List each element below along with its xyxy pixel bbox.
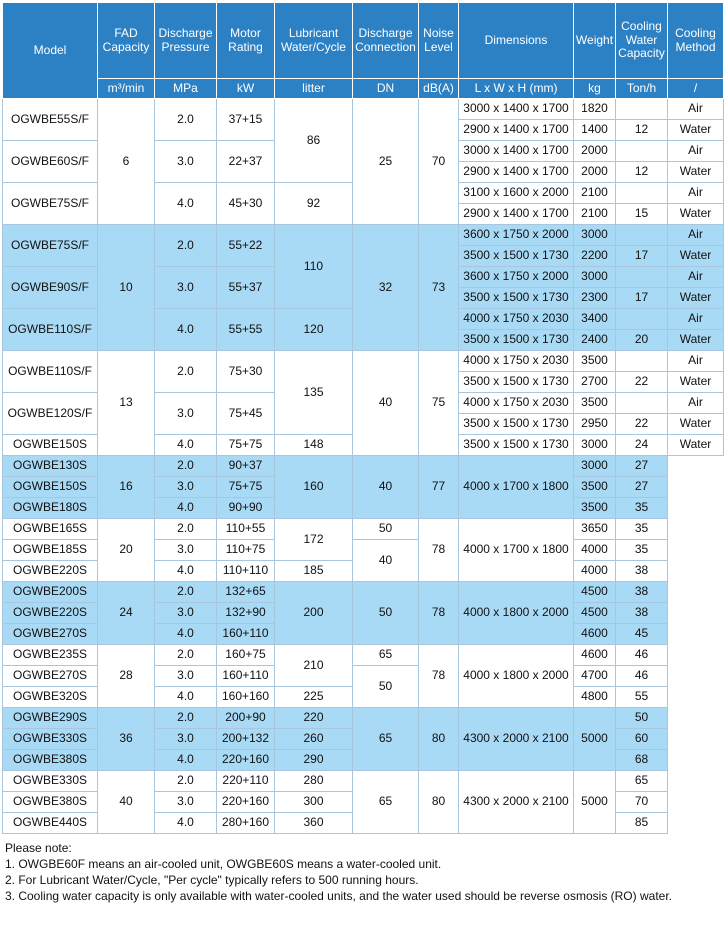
cell-method: Air — [668, 309, 724, 330]
cell-model: OGWBE75S/F — [3, 225, 98, 267]
cell-cap: 15 — [616, 204, 668, 225]
cell-cap: 50 — [616, 708, 668, 729]
cell-lubricant: 360 — [275, 813, 353, 834]
cell-model: OGWBE185S — [3, 540, 98, 561]
column-unit: litter — [275, 79, 353, 99]
cell-model: OGWBE220S — [3, 561, 98, 582]
cell-method: Water — [668, 204, 724, 225]
cell-motor: 160+75 — [217, 645, 275, 666]
cell-cap — [616, 225, 668, 246]
cell-method: Air — [668, 267, 724, 288]
cell-pressure: 3.0 — [155, 141, 217, 183]
cell-dimensions: 2900 x 1400 x 1700 — [459, 120, 574, 141]
cell-model: OGWBE55S/F — [3, 99, 98, 141]
cell-cap — [616, 183, 668, 204]
cell-cap: 45 — [616, 624, 668, 645]
cell-lubricant: 300 — [275, 792, 353, 813]
cell-method: Water — [668, 246, 724, 267]
cell-dimensions: 4000 x 1800 x 2000 — [459, 645, 574, 708]
table-row — [3, 708, 724, 729]
cell-lubricant: 220 — [275, 708, 353, 729]
cell-pressure: 2.0 — [155, 582, 217, 603]
cell-dimensions: 3000 x 1400 x 1700 — [459, 99, 574, 120]
cell-weight: 4500 — [574, 603, 616, 624]
cell-cap — [616, 309, 668, 330]
column-header: Discharge Pressure — [155, 3, 217, 79]
model-group — [3, 99, 724, 225]
table-row — [3, 99, 724, 120]
cell-model: OGWBE380S — [3, 792, 98, 813]
cell-connection: 25 — [353, 99, 419, 225]
cell-lubricant: 120 — [275, 309, 353, 351]
cell-model: OGWBE120S/F — [3, 393, 98, 435]
cell-fad: 10 — [98, 225, 155, 351]
cell-dimensions: 3600 x 1750 x 2000 — [459, 267, 574, 288]
cell-dimensions: 4000 x 1750 x 2030 — [459, 393, 574, 414]
cell-noise: 78 — [419, 519, 459, 582]
cell-dimensions: 4000 x 1750 x 2030 — [459, 309, 574, 330]
cell-motor: 200+132 — [217, 729, 275, 750]
cell-weight: 4800 — [574, 687, 616, 708]
model-group — [3, 351, 724, 456]
cell-noise: 78 — [419, 645, 459, 708]
cell-model: OGWBE110S/F — [3, 351, 98, 393]
note-3: 3. Cooling water capacity is only available with water-cooled units, and the water used should be reverse osmosis (RO) water. — [5, 889, 672, 903]
cell-method: Air — [668, 183, 724, 204]
cell-dimensions: 3600 x 1750 x 2000 — [459, 225, 574, 246]
cell-pressure: 3.0 — [155, 729, 217, 750]
cell-model: OGWBE330S — [3, 729, 98, 750]
cell-weight: 4700 — [574, 666, 616, 687]
cell-motor: 220+160 — [217, 792, 275, 813]
cell-model: OGWBE220S — [3, 603, 98, 624]
cell-dimensions: 3500 x 1500 x 1730 — [459, 372, 574, 393]
cell-model: OGWBE290S — [3, 708, 98, 729]
cell-connection: 40 — [353, 351, 419, 456]
cell-model: OGWBE110S/F — [3, 309, 98, 351]
cell-method: Water — [668, 372, 724, 393]
column-unit: L x W x H (mm) — [459, 79, 574, 99]
column-header: FAD Capacity — [98, 3, 155, 79]
cell-cap: 68 — [616, 750, 668, 771]
cell-lubricant: 260 — [275, 729, 353, 750]
cell-dimensions: 4300 x 2000 x 2100 — [459, 771, 574, 834]
cell-weight: 2000 — [574, 141, 616, 162]
cell-dimensions: 3500 x 1500 x 1730 — [459, 288, 574, 309]
cell-motor: 55+22 — [217, 225, 275, 267]
cell-dimensions: 4000 x 1700 x 1800 — [459, 519, 574, 582]
model-group — [3, 708, 724, 771]
cell-cap: 55 — [616, 687, 668, 708]
cell-cap: 35 — [616, 498, 668, 519]
cell-method: Water — [668, 288, 724, 309]
cell-lubricant: 172 — [275, 519, 353, 561]
cell-noise: 80 — [419, 708, 459, 771]
cell-pressure: 3.0 — [155, 540, 217, 561]
cell-weight: 3000 — [574, 267, 616, 288]
cell-weight: 3500 — [574, 498, 616, 519]
column-header: Dimensions — [459, 3, 574, 79]
cell-motor: 55+55 — [217, 309, 275, 351]
cell-weight: 4600 — [574, 624, 616, 645]
cell-dimensions: 3500 x 1500 x 1730 — [459, 330, 574, 351]
cell-weight: 2300 — [574, 288, 616, 309]
cell-pressure: 4.0 — [155, 687, 217, 708]
notes-heading: Please note: — [5, 841, 72, 855]
cell-lubricant: 148 — [275, 435, 353, 456]
cell-motor: 22+37 — [217, 141, 275, 183]
cell-motor: 110+110 — [217, 561, 275, 582]
cell-dimensions: 4300 x 2000 x 2100 — [459, 708, 574, 771]
cell-model: OGWBE150S — [3, 435, 98, 456]
column-header: Weight — [574, 3, 616, 79]
table-row — [3, 771, 724, 792]
cell-fad: 16 — [98, 456, 155, 519]
column-header: Motor Rating — [217, 3, 275, 79]
cell-model: OGWBE75S/F — [3, 183, 98, 225]
cell-motor: 90+90 — [217, 498, 275, 519]
cell-motor: 160+110 — [217, 624, 275, 645]
cell-cap: 38 — [616, 603, 668, 624]
cell-motor: 110+75 — [217, 540, 275, 561]
cell-connection: 50 — [353, 519, 419, 540]
cell-fad: 20 — [98, 519, 155, 582]
cell-cap: 60 — [616, 729, 668, 750]
cell-weight: 5000 — [574, 708, 616, 771]
cell-model: OGWBE90S/F — [3, 267, 98, 309]
cell-lubricant: 110 — [275, 225, 353, 309]
cell-pressure: 2.0 — [155, 351, 217, 393]
cell-lubricant: 92 — [275, 183, 353, 225]
column-unit: / — [668, 79, 724, 99]
cell-model: OGWBE165S — [3, 519, 98, 540]
cell-cap — [616, 351, 668, 372]
cell-weight: 3000 — [574, 435, 616, 456]
table-row — [3, 456, 724, 477]
cell-cap: 35 — [616, 519, 668, 540]
column-unit: dB(A) — [419, 79, 459, 99]
cell-method: Air — [668, 351, 724, 372]
cell-dimensions: 4000 x 1800 x 2000 — [459, 582, 574, 645]
cell-cap — [616, 99, 668, 120]
cell-lubricant: 210 — [275, 645, 353, 687]
cell-weight: 2400 — [574, 330, 616, 351]
cell-connection: 32 — [353, 225, 419, 351]
cell-motor: 37+15 — [217, 99, 275, 141]
column-header: Lubricant Water/Cycle — [275, 3, 353, 79]
cell-lubricant: 225 — [275, 687, 353, 708]
column-unit: Ton/h — [616, 79, 668, 99]
cell-pressure: 3.0 — [155, 666, 217, 687]
cell-cap: 27 — [616, 477, 668, 498]
column-unit: kW — [217, 79, 275, 99]
cell-motor: 220+160 — [217, 750, 275, 771]
cell-model: OGWBE380S — [3, 750, 98, 771]
cell-dimensions: 3100 x 1600 x 2000 — [459, 183, 574, 204]
cell-model: OGWBE330S — [3, 771, 98, 792]
notes — [2, 840, 723, 904]
cell-fad: 36 — [98, 708, 155, 771]
model-group — [3, 771, 724, 834]
spec-sheet — [2, 2, 723, 904]
cell-connection: 40 — [353, 540, 419, 582]
cell-weight: 4600 — [574, 645, 616, 666]
cell-model: OGWBE270S — [3, 624, 98, 645]
cell-noise: 73 — [419, 225, 459, 351]
table-row — [3, 519, 724, 540]
cell-cap: 24 — [616, 435, 668, 456]
cell-motor: 90+37 — [217, 456, 275, 477]
cell-connection: 65 — [353, 771, 419, 834]
cell-model: OGWBE180S — [3, 498, 98, 519]
cell-weight: 5000 — [574, 771, 616, 834]
cell-lubricant: 185 — [275, 561, 353, 582]
cell-method: Water — [668, 162, 724, 183]
cell-motor: 75+75 — [217, 435, 275, 456]
cell-weight: 2700 — [574, 372, 616, 393]
cell-motor: 75+75 — [217, 477, 275, 498]
model-group — [3, 225, 724, 351]
cell-motor: 110+55 — [217, 519, 275, 540]
cell-cap: 17 — [616, 246, 668, 267]
column-header: Noise Level — [419, 3, 459, 79]
column-header: Cooling Method — [668, 3, 724, 79]
cell-connection: 50 — [353, 582, 419, 645]
cell-cap: 65 — [616, 771, 668, 792]
spec-table — [2, 2, 724, 834]
cell-model: OGWBE320S — [3, 687, 98, 708]
cell-dimensions: 3000 x 1400 x 1700 — [459, 141, 574, 162]
cell-connection: 65 — [353, 708, 419, 771]
cell-weight: 3500 — [574, 477, 616, 498]
cell-method: Water — [668, 120, 724, 141]
cell-model: OGWBE60S/F — [3, 141, 98, 183]
cell-pressure: 4.0 — [155, 750, 217, 771]
cell-model: OGWBE235S — [3, 645, 98, 666]
cell-model: OGWBE270S — [3, 666, 98, 687]
cell-cap: 22 — [616, 372, 668, 393]
cell-lubricant: 86 — [275, 99, 353, 183]
cell-weight: 3000 — [574, 225, 616, 246]
cell-cap — [616, 141, 668, 162]
cell-pressure: 2.0 — [155, 456, 217, 477]
cell-fad: 40 — [98, 771, 155, 834]
cell-cap — [616, 393, 668, 414]
cell-dimensions: 2900 x 1400 x 1700 — [459, 204, 574, 225]
cell-cap: 35 — [616, 540, 668, 561]
cell-pressure: 4.0 — [155, 435, 217, 456]
cell-motor: 55+37 — [217, 267, 275, 309]
cell-motor: 132+65 — [217, 582, 275, 603]
cell-method: Air — [668, 99, 724, 120]
cell-weight: 4000 — [574, 561, 616, 582]
cell-lubricant: 290 — [275, 750, 353, 771]
cell-motor: 280+160 — [217, 813, 275, 834]
cell-cap: 22 — [616, 414, 668, 435]
cell-noise: 78 — [419, 582, 459, 645]
cell-weight: 1820 — [574, 99, 616, 120]
cell-cap: 85 — [616, 813, 668, 834]
cell-motor: 160+160 — [217, 687, 275, 708]
model-group — [3, 582, 724, 645]
cell-motor: 75+30 — [217, 351, 275, 393]
cell-cap — [616, 267, 668, 288]
cell-pressure: 2.0 — [155, 645, 217, 666]
cell-lubricant: 200 — [275, 582, 353, 645]
cell-pressure: 2.0 — [155, 519, 217, 540]
column-unit: MPa — [155, 79, 217, 99]
cell-weight: 4000 — [574, 540, 616, 561]
model-group — [3, 645, 724, 708]
cell-pressure: 4.0 — [155, 624, 217, 645]
cell-lubricant: 160 — [275, 456, 353, 519]
cell-cap: 38 — [616, 561, 668, 582]
cell-pressure: 3.0 — [155, 393, 217, 435]
cell-cap: 70 — [616, 792, 668, 813]
cell-dimensions: 3500 x 1500 x 1730 — [459, 414, 574, 435]
cell-pressure: 2.0 — [155, 708, 217, 729]
cell-cap: 17 — [616, 288, 668, 309]
model-group — [3, 456, 724, 519]
cell-dimensions: 2900 x 1400 x 1700 — [459, 162, 574, 183]
cell-pressure: 4.0 — [155, 561, 217, 582]
cell-noise: 70 — [419, 99, 459, 225]
column-unit: kg — [574, 79, 616, 99]
cell-method: Water — [668, 435, 724, 456]
cell-dimensions: 4000 x 1700 x 1800 — [459, 456, 574, 519]
cell-pressure: 2.0 — [155, 771, 217, 792]
table-row — [3, 645, 724, 666]
note-1: 1. OWGBE60F means an air-cooled unit, OWGBE60S means a water-cooled unit. — [5, 857, 442, 871]
cell-model: OGWBE130S — [3, 456, 98, 477]
cell-noise: 75 — [419, 351, 459, 456]
cell-connection: 50 — [353, 666, 419, 708]
cell-weight: 3000 — [574, 456, 616, 477]
cell-method: Water — [668, 330, 724, 351]
cell-method: Air — [668, 393, 724, 414]
table-row — [3, 225, 724, 246]
cell-pressure: 4.0 — [155, 813, 217, 834]
cell-weight: 1400 — [574, 120, 616, 141]
cell-method: Air — [668, 141, 724, 162]
cell-motor: 220+110 — [217, 771, 275, 792]
cell-weight: 4500 — [574, 582, 616, 603]
cell-pressure: 3.0 — [155, 792, 217, 813]
cell-motor: 45+30 — [217, 183, 275, 225]
cell-weight: 2950 — [574, 414, 616, 435]
cell-pressure: 2.0 — [155, 225, 217, 267]
column-header: Model — [3, 3, 98, 99]
column-unit: DN — [353, 79, 419, 99]
table-row — [3, 582, 724, 603]
cell-cap: 20 — [616, 330, 668, 351]
cell-motor: 200+90 — [217, 708, 275, 729]
cell-cap: 27 — [616, 456, 668, 477]
cell-model: OGWBE150S — [3, 477, 98, 498]
cell-weight: 2000 — [574, 162, 616, 183]
cell-model: OGWBE440S — [3, 813, 98, 834]
cell-dimensions: 3500 x 1500 x 1730 — [459, 246, 574, 267]
column-unit: m³/min — [98, 79, 155, 99]
cell-pressure: 2.0 — [155, 99, 217, 141]
cell-connection: 40 — [353, 456, 419, 519]
cell-pressure: 4.0 — [155, 498, 217, 519]
cell-weight: 2100 — [574, 204, 616, 225]
cell-model: OGWBE200S — [3, 582, 98, 603]
cell-pressure: 4.0 — [155, 183, 217, 225]
cell-weight: 3650 — [574, 519, 616, 540]
cell-lubricant: 135 — [275, 351, 353, 435]
cell-weight: 3400 — [574, 309, 616, 330]
cell-cap: 12 — [616, 120, 668, 141]
column-header: Cooling Water Capacity — [616, 3, 668, 79]
cell-pressure: 3.0 — [155, 267, 217, 309]
cell-cap: 38 — [616, 582, 668, 603]
column-header: Discharge Connection — [353, 3, 419, 79]
cell-fad: 28 — [98, 645, 155, 708]
cell-weight: 3500 — [574, 393, 616, 414]
cell-dimensions: 3500 x 1500 x 1730 — [459, 435, 574, 456]
cell-weight: 2200 — [574, 246, 616, 267]
cell-noise: 80 — [419, 771, 459, 834]
cell-fad: 13 — [98, 351, 155, 456]
table-row — [3, 351, 724, 372]
cell-weight: 2100 — [574, 183, 616, 204]
cell-motor: 160+110 — [217, 666, 275, 687]
note-2: 2. For Lubricant Water/Cycle, "Per cycle" typically refers to 500 running hours. — [5, 873, 419, 887]
cell-noise: 77 — [419, 456, 459, 519]
cell-method: Water — [668, 414, 724, 435]
cell-pressure: 3.0 — [155, 477, 217, 498]
cell-motor: 75+45 — [217, 393, 275, 435]
cell-dimensions: 4000 x 1750 x 2030 — [459, 351, 574, 372]
cell-lubricant: 280 — [275, 771, 353, 792]
cell-fad: 6 — [98, 99, 155, 225]
cell-cap: 46 — [616, 645, 668, 666]
cell-method: Air — [668, 225, 724, 246]
cell-cap: 12 — [616, 162, 668, 183]
table-header — [3, 3, 724, 99]
cell-pressure: 4.0 — [155, 309, 217, 351]
cell-weight: 3500 — [574, 351, 616, 372]
cell-pressure: 3.0 — [155, 603, 217, 624]
cell-motor: 132+90 — [217, 603, 275, 624]
model-group — [3, 519, 724, 582]
cell-cap: 46 — [616, 666, 668, 687]
cell-fad: 24 — [98, 582, 155, 645]
cell-connection: 65 — [353, 645, 419, 666]
